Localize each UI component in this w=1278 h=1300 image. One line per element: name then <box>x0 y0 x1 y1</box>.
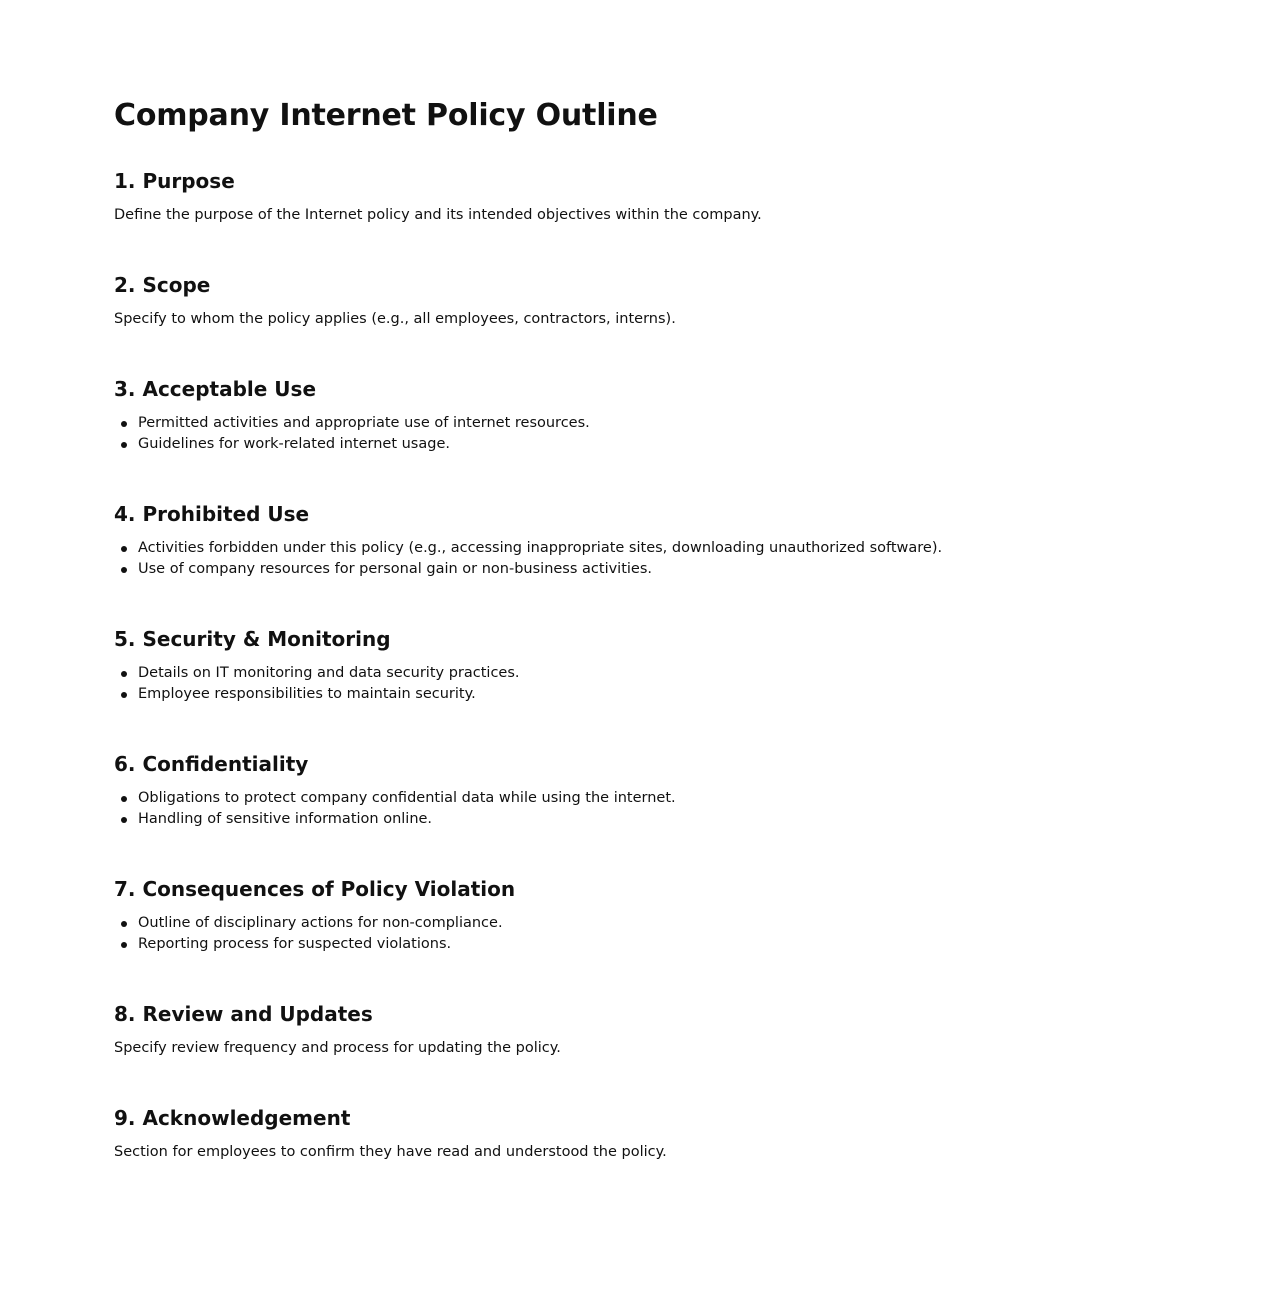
section-acceptable-use <box>114 374 1214 455</box>
list-item: Reporting process for suspected violations. <box>138 934 1214 955</box>
section-purpose <box>114 166 1214 226</box>
section-heading: 3. Acceptable Use <box>114 377 317 401</box>
section-heading: 4. Prohibited Use <box>114 502 310 526</box>
list-item: Handling of sensitive information online. <box>138 809 1214 830</box>
bullet-list <box>114 788 1214 830</box>
section-acknowledgement <box>114 1103 1214 1163</box>
section-heading: 5. Security & Monitoring <box>114 627 391 651</box>
list-item: Obligations to protect company confidential data while using the internet. <box>138 788 1214 809</box>
bullet-list <box>114 663 1214 705</box>
section-security-monitoring <box>114 624 1214 705</box>
bullet-icon <box>121 546 127 552</box>
bullet-icon <box>121 817 127 823</box>
section-text: Section for employees to confirm they have read and understood the policy. <box>114 1144 667 1160</box>
section-confidentiality <box>114 749 1214 830</box>
bullet-icon <box>121 942 127 948</box>
bullet-icon <box>121 692 127 698</box>
bullet-icon <box>121 796 127 802</box>
bullet-list <box>114 413 1214 455</box>
section-heading: 8. Review and Updates <box>114 1002 373 1026</box>
bullet-icon <box>121 567 127 573</box>
section-heading: 2. Scope <box>114 273 211 297</box>
bullet-list <box>114 913 1214 955</box>
section-heading: 9. Acknowledgement <box>114 1106 351 1130</box>
bullet-icon <box>121 442 127 448</box>
section-consequences <box>114 874 1214 955</box>
section-heading: 7. Consequences of Policy Violation <box>114 877 516 901</box>
section-text: Define the purpose of the Internet policy and its intended objectives within the company. <box>114 207 762 223</box>
list-item: Details on IT monitoring and data security practices. <box>138 663 1214 684</box>
bullet-icon <box>121 921 127 927</box>
section-prohibited-use <box>114 499 1214 580</box>
section-heading: 6. Confidentiality <box>114 752 309 776</box>
list-item: Permitted activities and appropriate use of internet resources. <box>138 413 1214 434</box>
list-item: Employee responsibilities to maintain security. <box>138 684 1214 705</box>
list-item: Activities forbidden under this policy (e.g., accessing inappropriate sites, downloading unauthorized software). <box>138 538 1214 559</box>
list-item: Outline of disciplinary actions for non-compliance. <box>138 913 1214 934</box>
section-text: Specify review frequency and process for updating the policy. <box>114 1040 561 1056</box>
section-heading: 1. Purpose <box>114 169 235 193</box>
section-text: Specify to whom the policy applies (e.g., all employees, contractors, interns). <box>114 311 676 327</box>
page-title: Company Internet Policy Outline <box>114 98 658 133</box>
section-review-updates <box>114 999 1214 1059</box>
bullet-list <box>114 538 1214 580</box>
list-item: Guidelines for work-related internet usage. <box>138 434 1214 455</box>
list-item: Use of company resources for personal gain or non-business activities. <box>138 559 1214 580</box>
section-scope <box>114 270 1214 330</box>
bullet-icon <box>121 421 127 427</box>
bullet-icon <box>121 671 127 677</box>
